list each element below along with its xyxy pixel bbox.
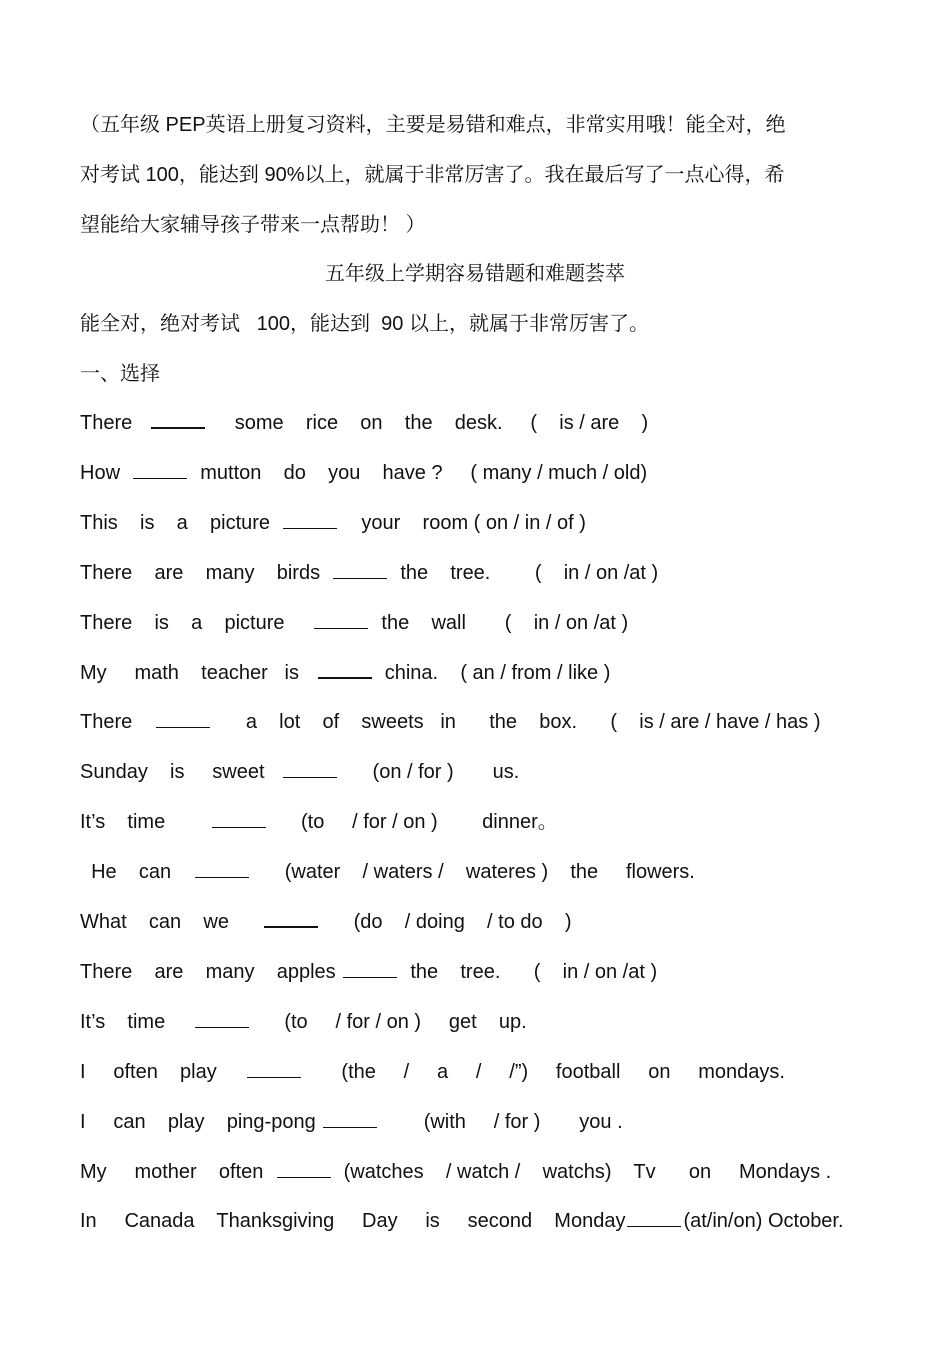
question-text: In Canada Thanksgiving Day is second Monday bbox=[80, 1210, 626, 1233]
intro-line: 对考试 100，能达到 90%以上，就属于非常厉害了。我在最后写了一点心得，希 bbox=[80, 164, 785, 186]
question-text: How bbox=[80, 461, 132, 484]
question-options: the wall ( in / on /at ) bbox=[370, 611, 629, 634]
answer-blank[interactable] bbox=[314, 612, 368, 629]
question-options: a lot of sweets in the box. ( is / are / have / has ) bbox=[212, 711, 821, 734]
question-options: (watches / watch / watchs) Tv on Mondays . bbox=[332, 1160, 832, 1183]
answer-blank[interactable] bbox=[264, 910, 318, 928]
question-text: It’s time bbox=[80, 1010, 193, 1033]
answer-blank[interactable] bbox=[133, 462, 187, 479]
answer-blank[interactable] bbox=[283, 512, 337, 529]
question-options: (water / waters / wateres ) the flowers. bbox=[251, 861, 695, 884]
answer-blank[interactable] bbox=[627, 1210, 681, 1227]
question-options: some rice on the desk. ( is / are ) bbox=[206, 412, 649, 434]
question-options: (on / for ) us. bbox=[339, 761, 520, 784]
question-options: (to / for / on ) get up. bbox=[251, 1010, 527, 1033]
question-options: (at/in/on) October. bbox=[683, 1210, 844, 1233]
question-text: My mother often bbox=[80, 1160, 275, 1183]
question-options: (with / for ) you . bbox=[379, 1110, 623, 1133]
question-item bbox=[80, 697, 860, 747]
question-item bbox=[80, 1147, 860, 1197]
question-options: china. ( an / from / like ) bbox=[373, 661, 611, 684]
section-heading: 一、选择 bbox=[80, 363, 160, 385]
question-text: There are many birds bbox=[80, 561, 332, 584]
question-text: There is a picture bbox=[80, 611, 313, 634]
question-item bbox=[80, 398, 860, 448]
question-item bbox=[80, 1196, 860, 1246]
question-options: (to / for / on ) dinner。 bbox=[267, 811, 558, 834]
question-options: mutton do you have ? ( many / much / old) bbox=[189, 461, 648, 484]
question-options: (the / a / /”) football on mondays. bbox=[302, 1060, 785, 1083]
answer-blank[interactable] bbox=[151, 411, 205, 429]
answer-blank[interactable] bbox=[333, 562, 387, 579]
subtitle: 能全对，绝对考试 100，能达到 90 以上，就属于非常厉害了。 bbox=[80, 313, 649, 335]
question-text: He can bbox=[80, 861, 194, 884]
question-item bbox=[80, 997, 860, 1047]
answer-blank[interactable] bbox=[277, 1161, 331, 1178]
answer-blank[interactable] bbox=[323, 1111, 377, 1128]
question-options: (do / doing / to do ) bbox=[320, 911, 572, 933]
question-item bbox=[80, 947, 860, 997]
question-options: your room ( on / in / of ) bbox=[339, 511, 586, 534]
question-item bbox=[80, 797, 860, 847]
question-text: There are many apples bbox=[80, 960, 342, 983]
question-item bbox=[80, 747, 860, 797]
question-text: It’s time bbox=[80, 811, 210, 834]
question-text: There bbox=[80, 711, 155, 734]
question-text: My math teacher is bbox=[80, 661, 316, 684]
answer-blank[interactable] bbox=[212, 811, 266, 828]
question-item bbox=[80, 598, 860, 648]
question-text: I can play ping-pong bbox=[80, 1110, 322, 1133]
question-item bbox=[80, 448, 860, 498]
intro-line: 望能给大家辅导孩子带来一点帮助！ ） bbox=[80, 214, 426, 236]
page-title: 五年级上学期容易错题和难题荟萃 bbox=[325, 263, 625, 285]
question-text: What can we bbox=[80, 911, 263, 933]
question-item bbox=[80, 1047, 860, 1097]
question-item bbox=[80, 648, 860, 698]
question-text: I often play bbox=[80, 1060, 245, 1083]
question-options: the tree. ( in / on /at ) bbox=[399, 960, 658, 983]
question-item bbox=[80, 498, 860, 548]
question-text: Sunday is sweet bbox=[80, 761, 282, 784]
question-item bbox=[80, 1097, 860, 1147]
answer-blank[interactable] bbox=[318, 661, 372, 679]
intro-line: （五年级 PEP英语上册复习资料，主要是易错和难点，非常实用哦！能全对，绝 bbox=[80, 114, 786, 136]
question-item bbox=[80, 548, 860, 598]
intro-paragraph bbox=[80, 100, 850, 250]
answer-blank[interactable] bbox=[195, 1011, 249, 1028]
question-options: the tree. ( in / on /at ) bbox=[389, 561, 659, 584]
question-item bbox=[80, 847, 860, 897]
answer-blank[interactable] bbox=[343, 961, 397, 978]
question-text: There bbox=[80, 412, 149, 434]
question-text: This is a picture bbox=[80, 511, 282, 534]
answer-blank[interactable] bbox=[283, 761, 337, 778]
answer-blank[interactable] bbox=[156, 711, 210, 728]
question-item bbox=[80, 897, 860, 947]
answer-blank[interactable] bbox=[195, 861, 249, 878]
answer-blank[interactable] bbox=[247, 1061, 301, 1078]
